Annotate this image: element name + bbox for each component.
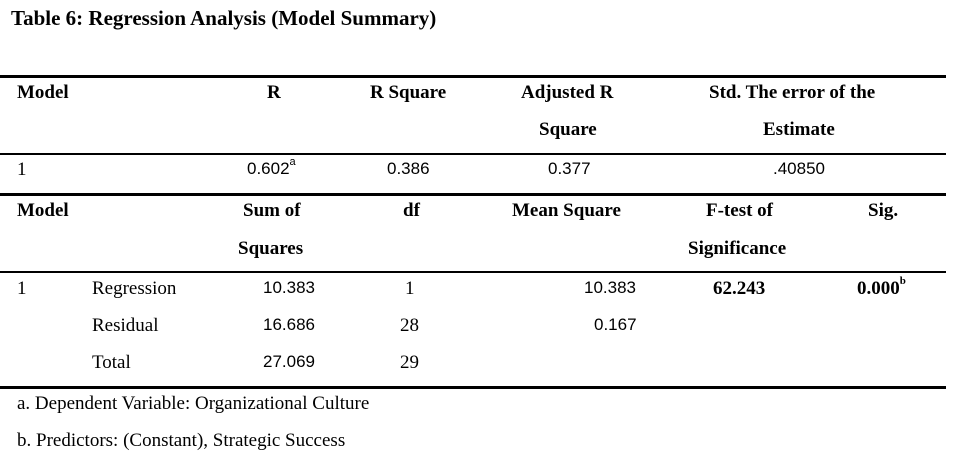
anova-row-label: Residual	[92, 315, 159, 336]
table-title: Table 6: Regression Analysis (Model Summary)	[11, 6, 437, 30]
footnote-dependent-variable: a. Dependent Variable: Organizational Culture	[17, 393, 370, 414]
anova-header-significance: Significance	[688, 238, 787, 259]
anova-row-label: Regression	[92, 278, 177, 299]
anova-row-ms: 0.167	[594, 315, 637, 334]
summary-bottom-rule	[0, 193, 946, 196]
anova-row-ss: 10.383	[263, 278, 315, 297]
anova-bottom-rule	[0, 386, 946, 389]
summary-adjusted-value: 0.377	[548, 159, 591, 178]
summary-r-square-value: 0.386	[387, 159, 430, 178]
anova-row-ms: 10.383	[584, 278, 636, 297]
header-adjusted-r: Adjusted R	[521, 82, 614, 103]
anova-sig-footnote: b	[899, 275, 906, 287]
anova-row-f: 62.243	[713, 278, 766, 299]
anova-header-sig: Sig.	[868, 200, 899, 221]
summary-std-error-value: .40850	[773, 159, 825, 178]
anova-row-df: 1	[405, 278, 415, 299]
summary-model-number: 1	[17, 159, 27, 180]
summary-header-rule	[0, 153, 946, 155]
anova-row-df: 29	[400, 352, 419, 373]
anova-row-label: Total	[92, 352, 131, 373]
anova-header-model: Model	[17, 200, 69, 221]
header-std-error: Std. The error of the	[709, 82, 876, 103]
anova-header-mean-square: Mean Square	[512, 200, 621, 221]
anova-header-sum-of: Sum of	[243, 200, 301, 221]
anova-row-df: 28	[400, 315, 419, 336]
header-std-estimate: Estimate	[763, 119, 835, 140]
header-r-square: R Square	[370, 82, 447, 103]
anova-row-ss: 27.069	[263, 352, 315, 371]
anova-header-df: df	[403, 200, 420, 221]
summary-r-footnote: a	[289, 156, 296, 168]
header-r: R	[267, 82, 281, 103]
anova-model-number: 1	[17, 278, 27, 299]
anova-header-f-test: F-test of	[706, 200, 773, 221]
summary-r-value: 0.602$^a$	[247, 156, 296, 178]
header-model: Model	[17, 82, 69, 103]
anova-header-squares: Squares	[238, 238, 304, 259]
anova-row-ss: 16.686	[263, 315, 315, 334]
footnote-predictors: b. Predictors: (Constant), Strategic Success	[17, 430, 346, 451]
anova-header-rule	[0, 271, 946, 273]
anova-row-sig: 0.000$^b$	[857, 275, 906, 299]
table-top-rule	[0, 75, 946, 78]
header-adjusted-square: Square	[539, 119, 597, 140]
